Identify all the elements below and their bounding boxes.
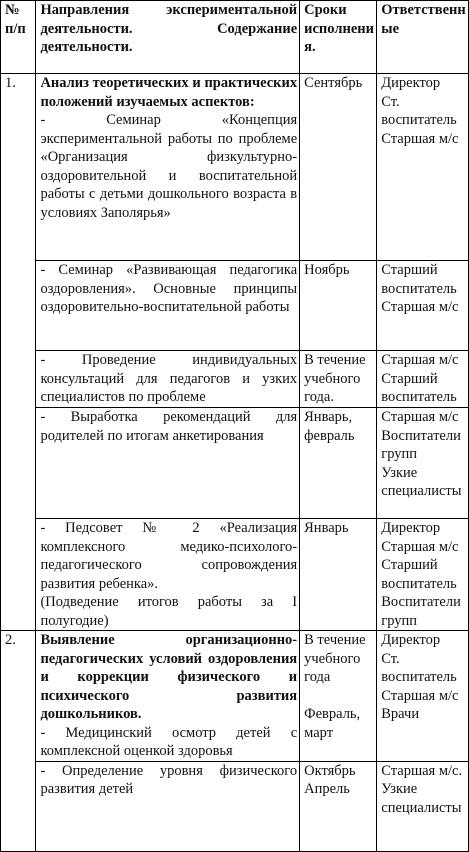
row-number: 2. [1, 631, 36, 852]
row-responsible: Старший воспитатель Старшая м/с [377, 261, 469, 351]
row-terms: Сентябрь [300, 74, 377, 261]
row-responsible: Старшая м/с Старший воспитатель [377, 351, 469, 408]
row-terms: Январь, февраль [300, 408, 377, 519]
row-responsible: Директор Ст. воспитатель Старшая м/с Врачи [377, 631, 469, 762]
row-content: - Семинар «Развивающая педагогика оздоровления». Основные принципы оздоровительно-воспитательной работы [36, 261, 300, 351]
row-responsible: Старшая м/с. Узкие специалисты [377, 761, 469, 851]
row-content [36, 74, 300, 261]
row-terms: В течение учебного года Февраль, март [300, 631, 377, 762]
row-text: - Семинар «Концепция экспериментальной работы по проблеме «Организация физкультурно-оздоровительной и воспитательной работы с детьми дошкольного возраста в условиях Заполярья» [40, 112, 298, 221]
table-row [1, 631, 469, 762]
table-row [1, 761, 469, 851]
row-content: - Проведение индивидуальных консультаций для педагогов и узких специалистов по проблеме [36, 351, 300, 408]
row-responsible: Старшая м/с Воспитатели групп Узкие специалисты [377, 408, 469, 519]
row-content: - Педсовет № 2 «Реализация комплексного медико-психолого-педагогического сопровождения развития ребенка». (Подведение итогов работы за I полугодие) [36, 519, 300, 631]
row-content: - Выработка рекомендаций для родителей по итогам анкетирования [36, 408, 300, 519]
header-terms: Сроки исполнения. [300, 1, 377, 74]
table-row [1, 519, 469, 631]
row-number: 1. [1, 74, 36, 631]
header-responsible: Ответственные [377, 1, 469, 74]
row-text: - Медицинский осмотр детей с комплексной оценкой здоровья [40, 724, 298, 759]
row-terms: Октябрь Апрель [300, 761, 377, 851]
row-responsible: Директор Ст. воспитатель Старшая м/с [377, 74, 469, 261]
row-responsible: Директор Старшая м/с Старший воспитатель Воспитатели групп [377, 519, 469, 631]
row-content: - Определение уровня физического развития детей [36, 761, 300, 851]
row-terms: Январь [300, 519, 377, 631]
table-header-row [1, 1, 469, 74]
table-row [1, 351, 469, 408]
table-row [1, 74, 469, 261]
row-terms: Ноябрь [300, 261, 377, 351]
row-terms: В течение учебного года. [300, 351, 377, 408]
header-num: № п/п [1, 1, 36, 74]
table-row [1, 261, 469, 351]
row-title: Выявление организационно-педагогических условий оздоровления и коррекции физического и психического развития дошкольников. [40, 632, 298, 722]
table-row [1, 408, 469, 519]
header-direction: Направления экспериментальной деятельности. Содержание деятельности. [36, 1, 300, 74]
row-title: Анализ теоретических и практических положений изучаемых аспектов: [40, 75, 298, 110]
row-content [36, 631, 300, 762]
